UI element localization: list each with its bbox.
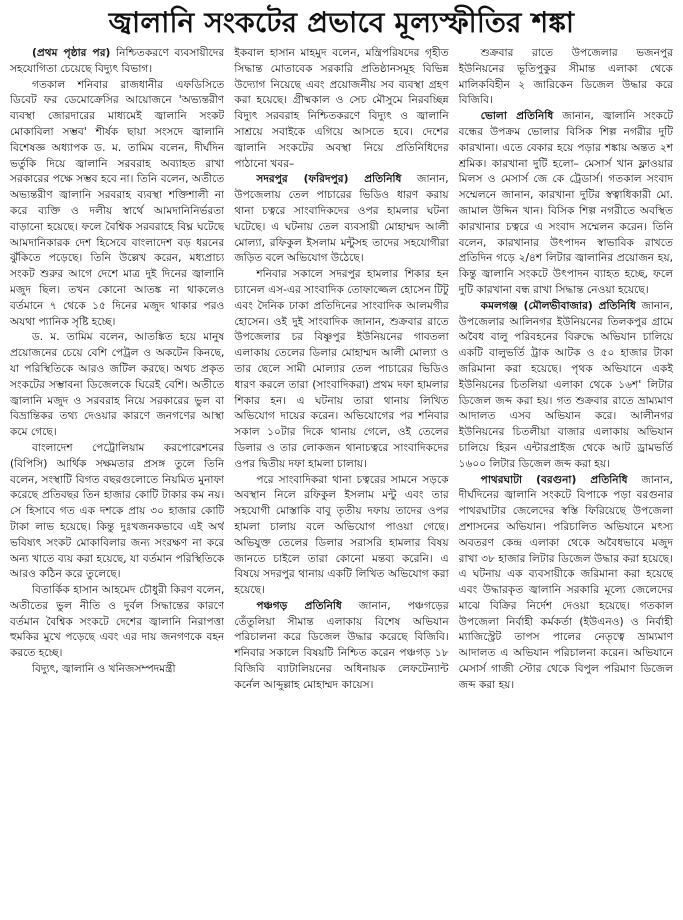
article-paragraph <box>10 46 224 78</box>
article-paragraph <box>10 441 224 583</box>
paragraph-text: বিতার্কিক হাসান আহমেদ চৌধুরী কিরণ বলেন, অতীতের ভুল নীতি ও দুর্বল সিদ্ধান্তের কারণে বর্তমান বৈশ্বিক সংকটে দেশের জ্বালানি নিরাপত্তা হুমকির মুখে পড়েছে এবং এর দায় জনগণকে বহন করতে হচ্ছে। <box>10 584 225 660</box>
paragraph-text: ইকবাল হাসান মাহমুদ বলেন, মন্ত্রিপরিষদের গৃহীত সিদ্ধান্ত মোতাবেক সরকারি প্রতিষ্ঠানসমূহ বিভিন্ন উদ্যোগ নিয়েছে এবং প্রয়োজনীয় সব ব্যবস্থা গ্রহণ করা হয়েছে। গ্রীষ্মকাল ও সেচ মৌসুমে নিরবচ্ছিন্ন বিদ্যুৎ সরবরাহ নিশ্চিতকরণে বিদ্যুৎ ও জ্বালানি সাশ্রয়ে সবাইকে এগিয়ে আসতে হবে। দেশের জ্বালানি সংকটের অবস্থা নিয়ে প্রতিনিধিদের পাঠানো খবর– <box>234 47 449 170</box>
dateline: (প্রথম পৃষ্ঠার পর) <box>32 47 111 59</box>
dateline: পাথরঘাটা (বরগুনা) প্রতিনিধি <box>480 473 628 486</box>
dateline: কমলগঞ্জ (মৌলভীবাজার) প্রতিনিধি <box>480 299 636 312</box>
paragraph-text: শনিবার সকালে সদরপুর হামলার শিকার হন চ্যানেল এস-এর সাংবাদিক তোফাজ্জেল হোসেন টিটু এবং দৈনিক ঢাকা প্রতিদিনের সাংবাদিক আলমগীর হোসেন। ওই দুই সাংবাদিক জানান, শুক্রবার রাতে উপজেলার চর বিষ্ণুপুর ইউনিয়নের গাবতলা এলাকায় তেলের ডিলার মোহাম্মদ আলী মোল্যা ও তার ছেলে সামী মোল্যার তেল পাচারের ভিডিও ধারণ করলে তারা (সাংবাদিকরা) প্রথম দফা হামলার শিকার হন। এ ঘটনায় তারা থানায় লিখিত অভিযোগ দায়ের করেন। অভিযোগের পর শনিবার সকাল ১০টার দিকে থানায় গেলে, ওই তেলের ডিলার ও তার লোকজন থানাচত্বরে সাংবাদিকদের ওপর দ্বিতীয় দফা হামলা চালায়। <box>234 268 449 470</box>
headline: জ্বালানি সংকটের প্রভাবে মূল্যস্ফীতির শঙ্কা <box>108 6 575 39</box>
paragraph-text: বিদ্যুৎ, জ্বালানি ও খনিজসম্পদমন্ত্রী <box>32 663 176 676</box>
article-paragraph <box>10 330 224 441</box>
dateline: সদরপুর (ফরিদপুর) প্রতিনিধি <box>256 173 402 186</box>
article-paragraph <box>10 662 224 678</box>
paragraph-text: জানান, পঞ্চগড়ের তেঁতুলিয়া সীমান্ত এলাকায় বিশেষ অভিযান পরিচালনা করে ডিজেল উদ্ধার করেছে বিজিবি। শনিবার সকালে বিষয়টি নিশ্চিত করেন পঞ্চগড় ১৮ বিজিবি ব্যাটালিয়নের অধিনায়ক লেফটেন্যান্ট কর্নেল আব্দুল্লাহ মোহাম্মদ কায়েস। <box>234 599 449 691</box>
article-paragraph <box>10 78 224 331</box>
article-paragraph <box>234 599 448 694</box>
article-columns <box>10 46 673 914</box>
article-paragraph <box>234 473 448 599</box>
paragraph-text: শুক্রবার রাতে উপজেলার ভজনপুর ইউনিয়নের ভূতিপুকুর সীমান্ত এলাকা থেকে মালিকবিহীন ২ জারিকেন ডিজেল উদ্ধার করে বিজিবি। <box>458 47 673 107</box>
article-paragraph <box>459 109 673 299</box>
paragraph-text: জানান, উপজেলায় তেল পাচারের ভিডিও ধারণ করায় থানা চত্বরে সাংবাদিকদের ওপর হামলার ঘটনা ঘটেছে। এ ঘটনায় তেল ব্যবসায়ী মোহাম্মদ আলী মোল্যা, রফিকুল ইসলাম মন্টুসহ তাদের সহযোগীরা জড়িত বলে অভিযোগ উঠেছে। <box>234 173 449 265</box>
article-paragraph <box>459 299 673 473</box>
article-paragraph <box>10 583 224 662</box>
article-paragraph <box>459 473 673 694</box>
dateline: ভোলা প্রতিনিধি <box>480 110 554 123</box>
paragraph-text: জানান, দীর্ঘদিনের জ্বালানি সংকটে বিপাকে পড়া বরগুনার পাথরঘাটার জেলেদের স্বস্তি ফিরিয়েছে উপজেলা প্রশাসনের অভিযান। পরিচালিত অভিযানে মৎস্য অবতরণ কেন্দ্র এলাকা থেকে অবৈধভাবে মজুদ রাখা ৩৮ হাজার লিটার ডিজেল উদ্ধার করা হয়েছে। এ ঘটনায় এক ব্যবসায়ীকে জরিমানা করা হয়েছে এবং উদ্ধারকৃত জ্বালানি সরকারি মূল্যে জেলেদের মাঝে বিক্রির নির্দেশ দেওয়া হয়েছে। গতকাল উপজেলা নির্বাহী কর্মকর্তা (ইউএনও) ও নির্বাহী ম্যাজিস্ট্রেট তাপস পালের নেতৃত্বে ভ্রাম্যমাণ আদালত এ অভিযান পরিচালনা করেন। অভিযানে মেসার্স গাজী স্টোর থেকে বিপুল পরিমাণ ডিজেল জব্দ করা হয়। <box>458 473 673 691</box>
article-paragraph <box>234 172 448 267</box>
paragraph-text: গতকাল শনিবার রাজধানীর এফডিসিতে ডিবেট ফর ডেমোক্রেসির আয়োজনে 'অভ্যন্তরীণ ব্যবস্থা জোরদারের মাধ্যমেই জ্বালানি সংকট মোকাবিলা সম্ভব' শীর্ষক ছায়া সংসদে জ্বালানি বিশেষজ্ঞ অধ্যাপক ড. ম. তামিম বলেন, দীর্ঘদিন ভর্তুকি দিয়ে জ্বালানি সরবরাহ অব্যাহত রাখা সরকারের পক্ষে সম্ভব হবে না। তিনি বলেন, অতীতে অভ্যন্তরীণ জ্বালানি সরবরাহ ব্যবস্থা শক্তিশালী না করে ব্যক্তি ও দলীয় স্বার্থে আমদানিনির্ভরতা বাড়ানো হয়েছে। ফলে বৈশ্বিক সরবরাহে বিঘ্ন ঘটেছে আমদানিকারক দেশ হিসেবে বাংলাদেশ বড় ধরনের ঝুঁকিতে পড়েছে। তিনি উল্লেখ করেন, মধ্যপ্রাচ্য সংকট শুরুর আগে দেশে মাত্র দুই দিনের জ্বালানি মজুদ ছিল। তখন কোনো আতঙ্ক না থাকলেও বর্তমানে ৭ থেকে ১৫ দিনের মজুদ থাকার পরও অযথা প্যানিক সৃষ্টি হচ্ছে। <box>10 78 225 328</box>
paragraph-text: বাংলাদেশ পেট্রোলিয়াম করপোরেশনের (বিপিসি) আর্থিক সক্ষমতার প্রসঙ্গ তুলে তিনি বলেন, সংস্থাটি বিগত বছরগুলোতে নিয়মিত মুনাফা করেছে প্রতিবছর তিন হাজার কোটি টাকার কম নয়। সে হিসাবে গত এক দশকে প্রায় ৩০ হাজার কোটি টাকা লাভ হয়েছে। কিন্তু দুঃখজনকভাবে এই অর্থ ভবিষ্যৎ সংকট মোকাবিলার জন্য সংরক্ষণ না করে অন্য খাতে ব্যয় করা হয়েছে, যা বর্তমান পরিস্থিতিকে আরও কঠিন করে তুলেছে। <box>10 441 225 581</box>
dateline: পঞ্চগড় প্রতিনিধি <box>256 599 342 612</box>
paragraph-text: পরে সাংবাদিকরা থানা চত্বরের সামনে সড়কে অবস্থান নিলে রফিকুল ইসলাম মন্টু এবং তার সহযোগী মোস্তাকি বাবু তৃতীয় দফায় তাদের ওপর হামলা চালায় বলে অভিযোগ পাওয়া গেছে। অভিযুক্ত তেলের ডিলার সরাসরি হামলার বিষয় জানতে চাইলে তারা কোনো মন্তব্য করেনি। এ বিষয়ে সদরপুর থানায় একটি লিখিত অভিযোগ করা হয়েছে। <box>234 473 449 597</box>
article-paragraph <box>459 46 673 109</box>
article-paragraph <box>234 46 448 172</box>
paragraph-text: জানান, উপজেলার আলিনগর ইউনিয়নের তিলকপুর গ্রামে অবৈধ বালু পরিবহনের বিরুদ্ধে অভিযান চালিয়ে একটি বালুভর্তি ট্রাক আটক ও ৫০ হাজার টাকা জরিমানা করা হয়েছে। পৃথক অভিযানে একই ইউনিয়নের চিতলিয়া এলাকা থেকে ১৬শ' লিটার ডিজেল জব্দ করা হয়। গত শুক্রবার রাতে ভ্রাম্যমাণ আদালত এসব অভিযান করে। আলীনগর ইউনিয়নের চিতলীয়া বাজার এলাকায় অভিযান চালিয়ে হিরন এন্টারপ্রাইজ থেকে আট ড্রামভর্তি ১৬০০ লিটার ডিজেল জব্দ করা হয়। <box>458 299 673 470</box>
paragraph-text: জানান, জ্বালানি সংকটে বন্ধের উপক্রম ভোলার বিসিক শিল্প নগরীর দুটি কারখানা। এতে বেকার হয়ে পড়ার শঙ্কায় অন্তত ২শ শ্রমিক। কারখানা দুটি হলো– মেসার্স খান ফ্লাওয়ার মিলস ও মেসার্স জে কে ট্রেডার্স। গতকাল সংবাদ সম্মেলনে জানান, কারখানা দুটির স্বত্বাধিকারী মো. জামাল উদ্দিন খান। বিসিক শিল্প নগরীতে অবস্থিত কারখানার চত্বরে এ সংবাদ সম্মেলন করেন। তিনি বলেন, কারখানার উৎপাদন স্বাভাবিক রাখতে প্রতিদিন গড়ে ২/৪শ লিটার জ্বালানির প্রয়োজন হয়, কিন্তু জ্বালানি সংকটে উৎপাদন ব্যাহত হচ্ছে, ফলে দুটি কারখানা বন্ধ রাখা সিদ্ধান্ত নেওয়া হয়েছে। <box>458 110 673 296</box>
article-paragraph <box>234 267 448 472</box>
article-column-2 <box>234 46 448 914</box>
paragraph-text: ড. ম. তামিম বলেন, আতঙ্কিত হয়ে মানুষ প্রয়োজনের চেয়ে বেশি পেট্রল ও অকটেন কিনছে, যা পরিস্থিতিকে আরও জটিল করছে। অথচ প্রকৃত সংকটের সম্ভাবনা ডিজেলকে ঘিরেই বেশি। অতীতে জ্বালানি মজুদ ও সরবরাহ নিয়ে সরকারের ভুল বা বিভ্রান্তিকর তথ্য দেওয়ার কারণে জনগণের আস্থা কমে গেছে। <box>10 331 225 439</box>
article-column-3 <box>459 46 673 914</box>
paragraph-text: নিশ্চিতকরণে ব্যবসায়ীদের সহযোগিতা চেয়েছে বিদ্যুৎ বিভাগ। <box>10 47 225 75</box>
article-column-1 <box>10 46 224 914</box>
